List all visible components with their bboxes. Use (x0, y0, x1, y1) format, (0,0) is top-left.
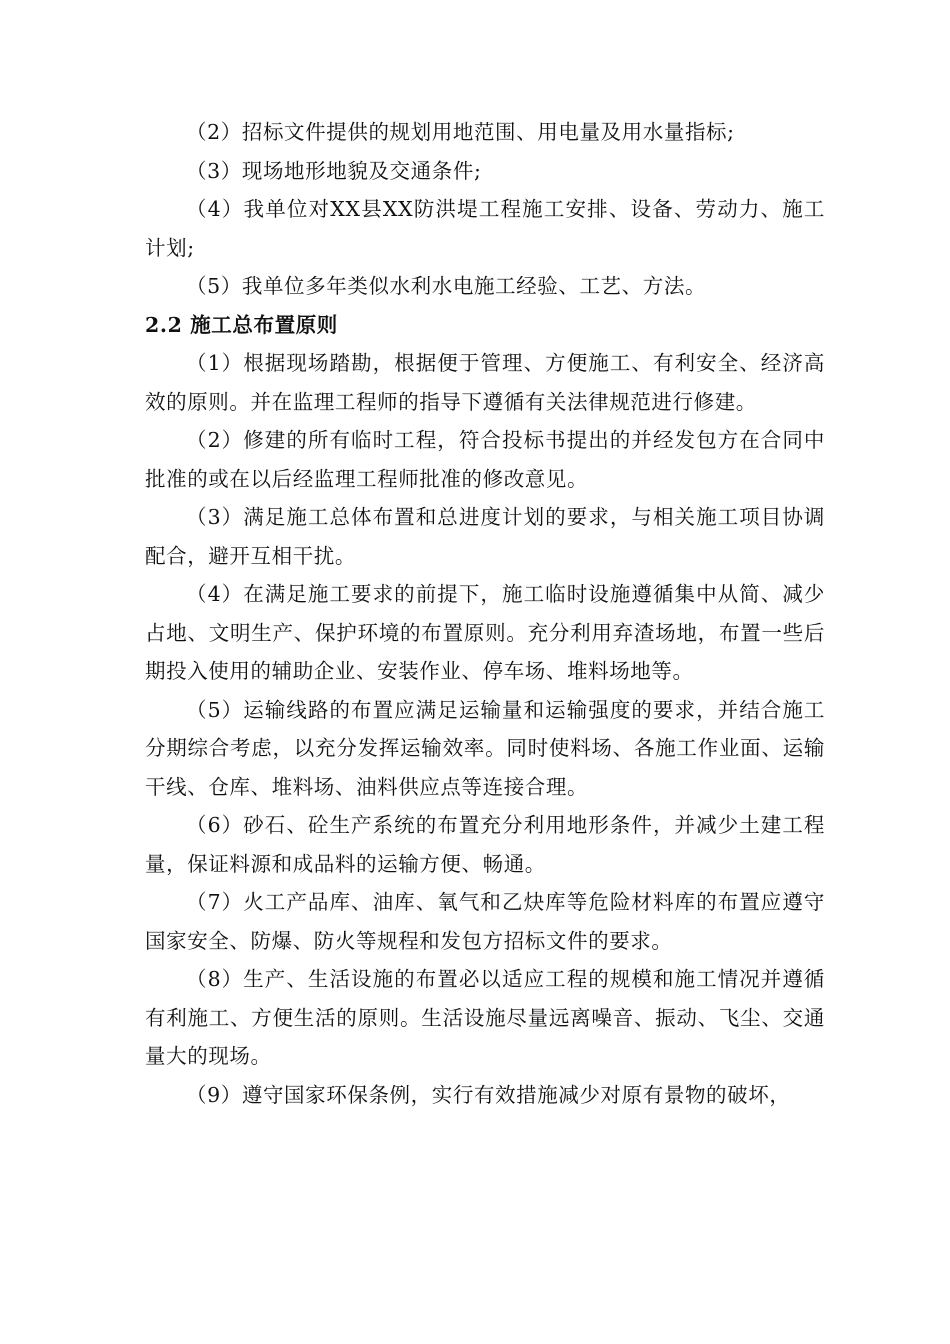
principle-item-6: （6）砂石、砼生产系统的布置充分利用地形条件，并减少土建工程量，保证料源和成品料的运输方便、畅通。 (145, 813, 825, 876)
principle-item-8: （8）生产、生活设施的布置必以适应工程的规模和施工情况并遵循有利施工、方便生活的原则。生活设施尽量远离噪音、振动、飞尘、交通量大的现场。 (145, 967, 825, 1068)
principle-item-5: （5）运输线路的布置应满足运输量和运输强度的要求，并结合施工分期综合考虑，以充分发挥运输效率。同时使料场、各施工作业面、运输干线、仓库、堆料场、油料供应点等连接合理。 (145, 697, 825, 799)
basis-item-5: （5）我单位多年类似水利水电施工经验、工艺、方法。 (186, 274, 707, 298)
basis-item-4: （4）我单位对XX县XX防洪堤工程施工安排、设备、劳动力、施工计划; (145, 197, 825, 260)
principle-item-4: （4）在满足施工要求的前提下，施工临时设施遵循集中从简、减少占地、文明生产、保护环境的布置原则。充分利用弃渣场地，布置一些后期投入使用的辅助企业、安装作业、停车场、堆料场地等。 (145, 582, 825, 683)
principle-item-1: （1）根据现场踏勘，根据便于管理、方便施工、有利安全、经济高效的原则。并在监理工程师的指导下遵循有关法律规范进行修建。 (145, 351, 825, 414)
principle-item-2: （2）修建的所有临时工程，符合投标书提出的并经发包方在合同中批准的或在以后经监理工程师批准的修改意见。 (145, 428, 825, 491)
basis-item-3: （3）现场地形地貌及交通条件; (186, 158, 482, 183)
basis-item-2: （2）招标文件提供的规划用地范围、用电量及用水量指标; (186, 120, 735, 144)
principle-item-7: （7）火工产品库、油库、氧气和乙炔库等危险材料库的布置应遵守国家安全、防爆、防火等规程和发包方招标文件的要求。 (145, 890, 825, 953)
principle-item-3: （3）满足施工总体布置和总进度计划的要求，与相关施工项目协调配合，避开互相干扰。 (145, 505, 825, 568)
section-heading: 2.2 施工总布置原则 (145, 312, 338, 337)
principle-item-9: （9）遵守国家环保条例，实行有效措施减少对原有景物的破坏， (186, 1082, 791, 1107)
document-body (145, 113, 825, 1114)
